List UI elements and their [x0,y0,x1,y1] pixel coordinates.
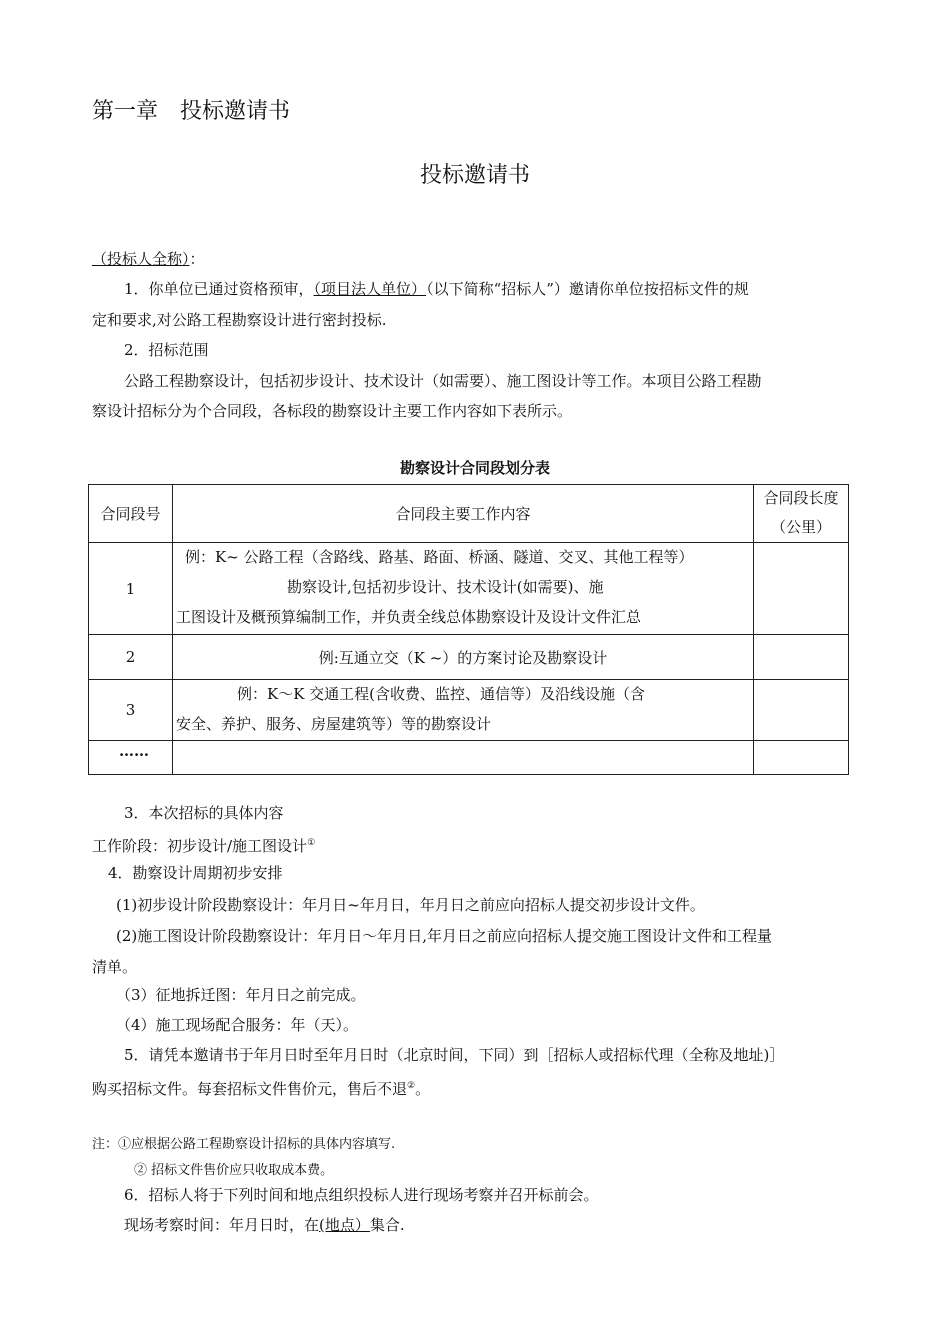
schedule-item-1: (1)初步设计阶段勘察设计：年月日~年月日，年月日之前应向招标人提交初步设计文件。 [116,896,705,914]
row-section-no: 3 [89,680,173,741]
table-title: 勘察设计合同段划分表 [399,459,550,477]
row-section-no: 1 [89,543,173,635]
paragraph-5-line-1: 5．请凭本邀请书于年月日时至年月日时（北京时间，下同）到［招标人或招标代理（全称及地址)］ [124,1046,785,1064]
header-length-unit: （公里） [770,518,831,536]
row-work-content: 例:互通立交（K ~）的方案讨论及勘察设计 [173,635,754,680]
p1-prefix: 1．你单位已通过资格预审， [124,280,314,298]
header-section-no: 合同段号 [89,485,173,543]
work-stage-line [92,834,315,855]
row-content-line: 工图设计及概预算编制工作，并负责全线总体勘察设计及设计文件汇总 [176,608,642,626]
section-4-heading: 4．勘察设计周期初步安排 [108,864,283,882]
header-length-line1: 合同段长度 [763,489,839,507]
row-section-no: 2 [89,635,173,680]
p1-suffix: （以下简称“招标人”）邀请你单位按招标文件的规 [426,280,749,298]
footnote-ref-1: ① [307,838,316,848]
header-work-content: 合同段主要工作内容 [173,485,754,543]
salutation-colon: ： [189,250,205,268]
contract-section-table [88,484,849,775]
purchase-text: 购买招标文件。每套招标文件售价元，售后不退 [92,1080,408,1098]
schedule-item-2-line-1: (2)施工图设计阶段勘察设计：年月日～年月日,年月日之前应向招标人提交施工图设计文件和工程量 [116,927,773,945]
table-row [89,741,849,775]
table-row [89,680,849,741]
row-content-line: 例：K~ 公路工程（含路线、路基、路面、桥涵、隧道、交叉、其他工程等） [185,548,694,566]
site-visit-suffix: 集合. [369,1216,405,1234]
table-row [89,635,849,680]
row-content-line: 安全、养护、服务、房屋建筑等）等的勘察设计 [176,715,492,733]
row-content-line: 勘察设计,包括初步设计、技术设计(如需要)、施 [287,578,604,596]
header-length [754,485,849,543]
note-1: 注：①应根据公路工程勘察设计招标的具体内容填写. [92,1137,396,1152]
schedule-item-3: （3）征地拆迁图：年月日之前完成。 [116,986,366,1004]
row-length [754,635,849,680]
paragraph-6: 6．招标人将于下列时间和地点组织投标人进行现场考察并召开标前会。 [124,1186,599,1204]
chapter-heading: 第一章 投标邀请书 [92,99,291,124]
location-placeholder: (地点） [319,1216,370,1234]
row-ellipsis: …… [119,742,149,760]
schedule-item-4: （4）施工现场配合服务：年（天）。 [116,1016,359,1034]
bidder-name-placeholder: （投标人全称） [92,250,190,268]
table-header-row [89,485,849,543]
row-work-content [173,680,754,741]
section-3-heading: 3．本次招标的具体内容 [124,804,284,822]
row-work-content [173,543,754,635]
note-2: ② 招标文件售价应只收取成本费。 [134,1163,334,1178]
work-stage-text: 工作阶段：初步设计/施工图设计 [92,837,308,855]
document-title: 投标邀请书 [419,163,530,188]
table-row [89,543,849,635]
row-length [754,741,849,775]
footnote-ref-2: ② [407,1081,416,1091]
paragraph-1-line-2: 定和要求,对公路工程勘察设计进行密封投标. [92,311,387,329]
row-content-line: 例：K～K 交通工程(含收费、监控、通信等）及沿线设施（含 [237,685,646,703]
project-owner-placeholder: （项目法人单位） [313,280,427,298]
row-length [754,543,849,635]
site-visit-prefix: 现场考察时间：年月日时，在 [124,1216,320,1234]
paragraph-2-line-2: 察设计招标分为个合同段，各标段的勘察设计主要工作内容如下表所示。 [92,402,573,420]
section-2-heading: 2．招标范围 [124,341,209,359]
row-work-content [173,741,754,775]
schedule-item-2-line-2: 清单。 [92,958,138,976]
paragraph-2-line-1: 公路工程勘察设计，包括初步设计、技术设计（如需要）、施工图设计等工作。本项目公路工程勘 [124,372,762,390]
salutation [92,250,205,268]
paragraph-5-line-2 [92,1077,430,1098]
row-section-no [89,741,173,775]
site-visit-line [124,1216,405,1234]
paragraph-1-line-1 [124,280,749,298]
row-length [754,680,849,741]
purchase-text-end: 。 [415,1080,431,1098]
